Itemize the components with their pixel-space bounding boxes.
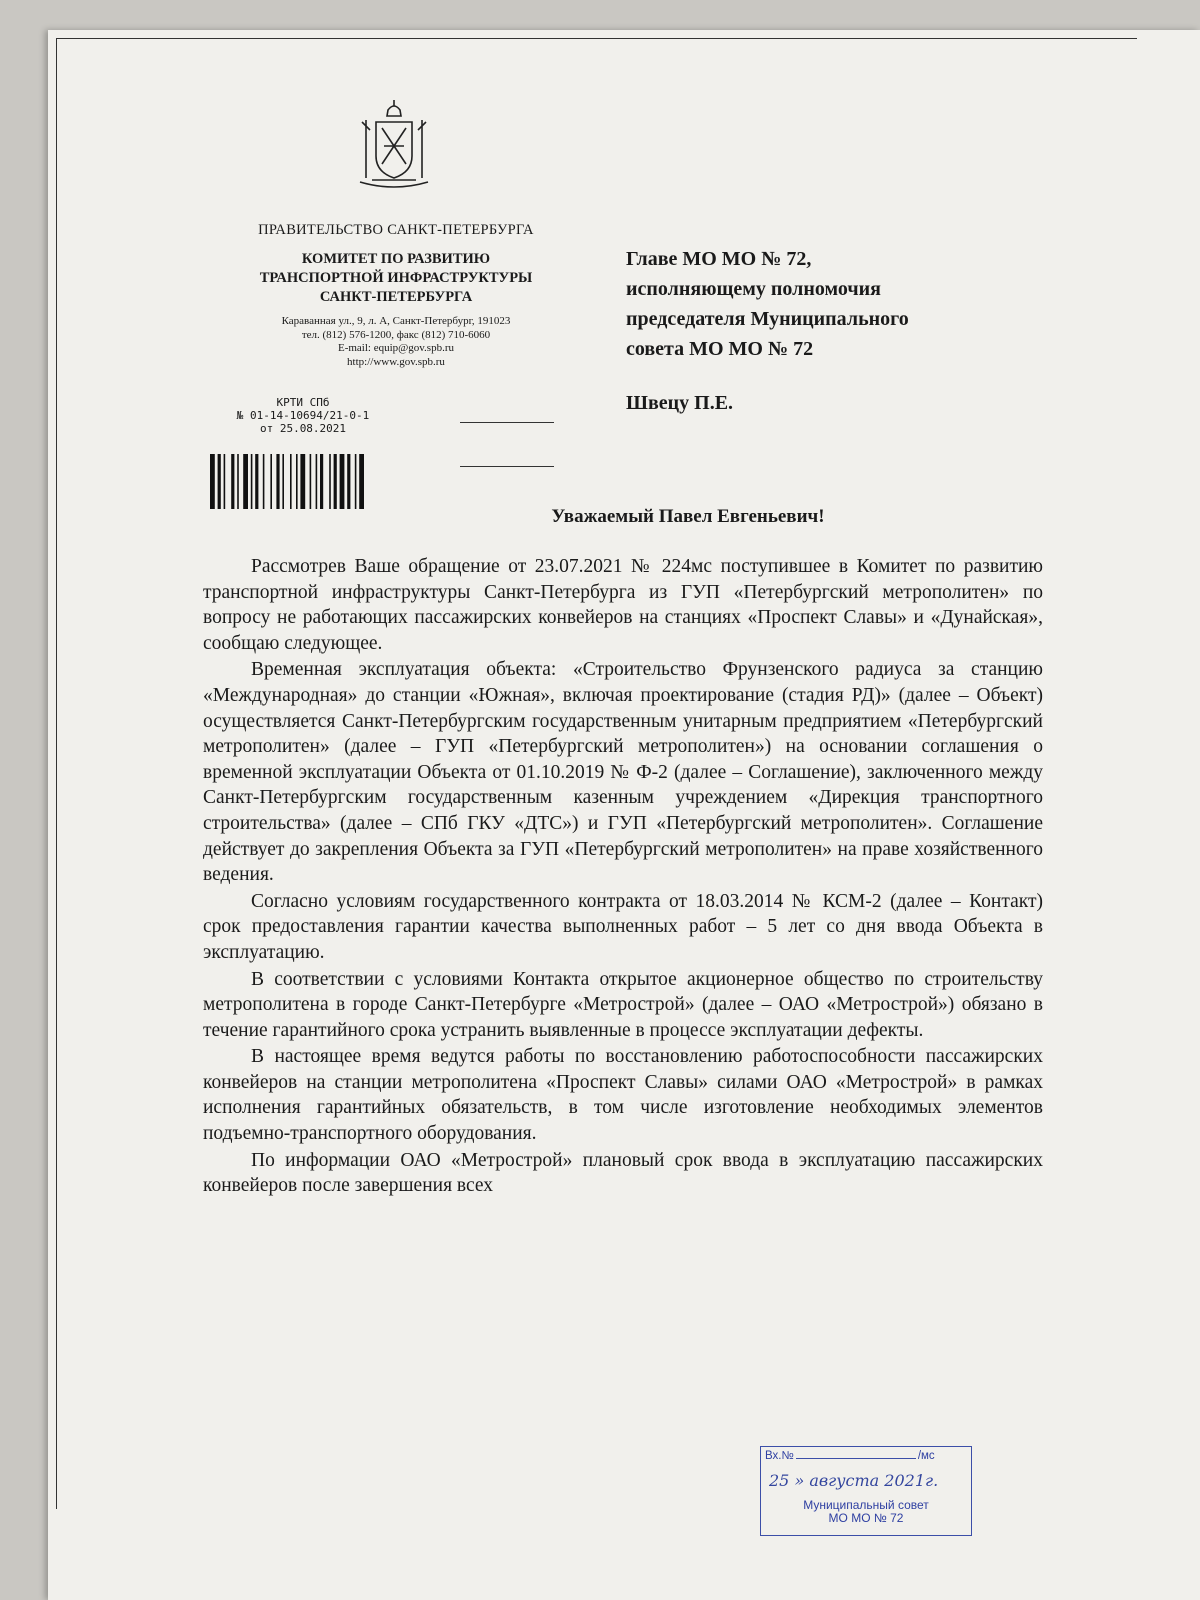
committee-line: САНКТ-ПЕТЕРБУРГА [319,289,473,305]
addressee-line: председателя Муниципального [626,308,909,330]
email-line: E-mail: equip@gov.spb.ru [337,342,455,354]
addressee-line: совета МО МО № 72 [626,338,814,360]
incoming-number-row [765,1450,935,1462]
addressee-name: Швецу П.Е. [626,392,734,414]
stamp-organization [761,1499,971,1525]
website-line: http://www.gov.spb.ru [347,355,445,368]
blank-line [460,422,554,423]
registration-org: КРТИ СПб [276,396,330,409]
incoming-stamp [760,1446,972,1536]
coat-of-arms-icon [354,100,434,192]
committee-name [218,250,574,307]
incoming-label: Вх.№ [765,1450,794,1462]
addressee-line: Главе МО МО № 72, [626,248,812,270]
incoming-suffix: /мс [917,1450,935,1462]
address-line: Караванная ул., 9, л. А, Санкт-Петербург, 191023 [281,315,511,327]
addressee-line: исполняющему полномочия [626,278,881,300]
paragraph: В настоящее время ведутся работы по восстановлению работоспособности пассажирских конвейеров на станции метрополитена «Проспект Славы» силами ОАО «Метрострой» в рамках исполнения гарантийных обязательств, в том числе изготовление необходимых элементов подъемно-транспортного оборудования. [203,1046,1043,1145]
addressee-block [626,244,1046,418]
government-title: ПРАВИТЕЛЬСТВО САНКТ-ПЕТЕРБУРГА [258,222,534,238]
paragraph: Согласно условиям государственного контракта от 18.03.2014 № КСМ-2 (далее – Контакт) срок предоставления гарантии качества выполненных работ – 5 лет со дня ввода Объекта в эксплуатацию. [203,890,1043,963]
stamp-org-line: МО МО № 72 [828,1511,904,1525]
paragraph: Временная эксплуатация объекта: «Строительство Фрунзенского радиуса за станцию «Международная» до станции «Южная», включая проектирование (стадия РД)» (далее – Объект) осуществляется Санкт-Петербургским государственным унитарным предприятием «Петербургский метрополитен» (далее – ГУП «Петербургский метрополитен») на основании соглашения о временной эксплуатации Объекта от 01.10.2019 № Ф-2 (далее – Соглашение), заключенного между Санкт-Петербургским государственным казенным учреждением «Дирекция транспортного строительства» (далее – СПб ГКУ «ДТС») и ГУП «Петербургский метрополитен». Соглашение действует до закрепления Объекта за ГУП «Петербургский метрополитен» на праве хозяйственного ведения. [203,659,1043,886]
address-line: тел. (812) 576-1200, факс (812) 710-6060 [301,328,491,341]
barcode-icon [210,454,408,509]
committee-line: КОМИТЕТ ПО РАЗВИТИЮ [301,251,491,267]
registration-stamp [208,396,398,435]
registration-date: от 25.08.2021 [259,422,347,435]
incoming-date: 25 » августа 2021г. [769,1471,939,1490]
stamp-org-line: Муниципальный совет [803,1498,929,1512]
paragraph: По информации ОАО «Метрострой» плановый срок ввода в эксплуатацию пассажирских конвейеров после завершения всех [203,1149,1043,1197]
paragraph: Рассмотрев Ваше обращение от 23.07.2021 № 224мс поступившее в Комитет по развитию транспортной инфраструктуры Санкт-Петербурга из ГУП «Петербургский метрополитен» по вопросу не работающих пассажирских конвейеров на станциях «Проспект Славы» и «Дунайская», сообщаю следующее. [203,556,1043,654]
blank-line [460,466,554,467]
letter-body [203,554,1043,1200]
registration-number: № 01-14-10694/21-0-1 [236,409,370,422]
greeting: Уважаемый Павел Евгеньевич! [551,506,825,527]
committee-line: ТРАНСПОРТНОЙ ИНФРАСТРУКТУРЫ [259,270,533,286]
document-page [48,30,1200,1600]
paragraph: В соответствии с условиями Контакта открытое акционерное общество по строительству метрополитена в городе Санкт-Петербурге «Метрострой» (далее – ОАО «Метрострой») обязано в течение гарантийного срока устранить выявленные в процессе эксплуатации дефекты. [203,968,1043,1041]
incoming-number-blank [796,1458,916,1459]
committee-address [218,315,574,369]
